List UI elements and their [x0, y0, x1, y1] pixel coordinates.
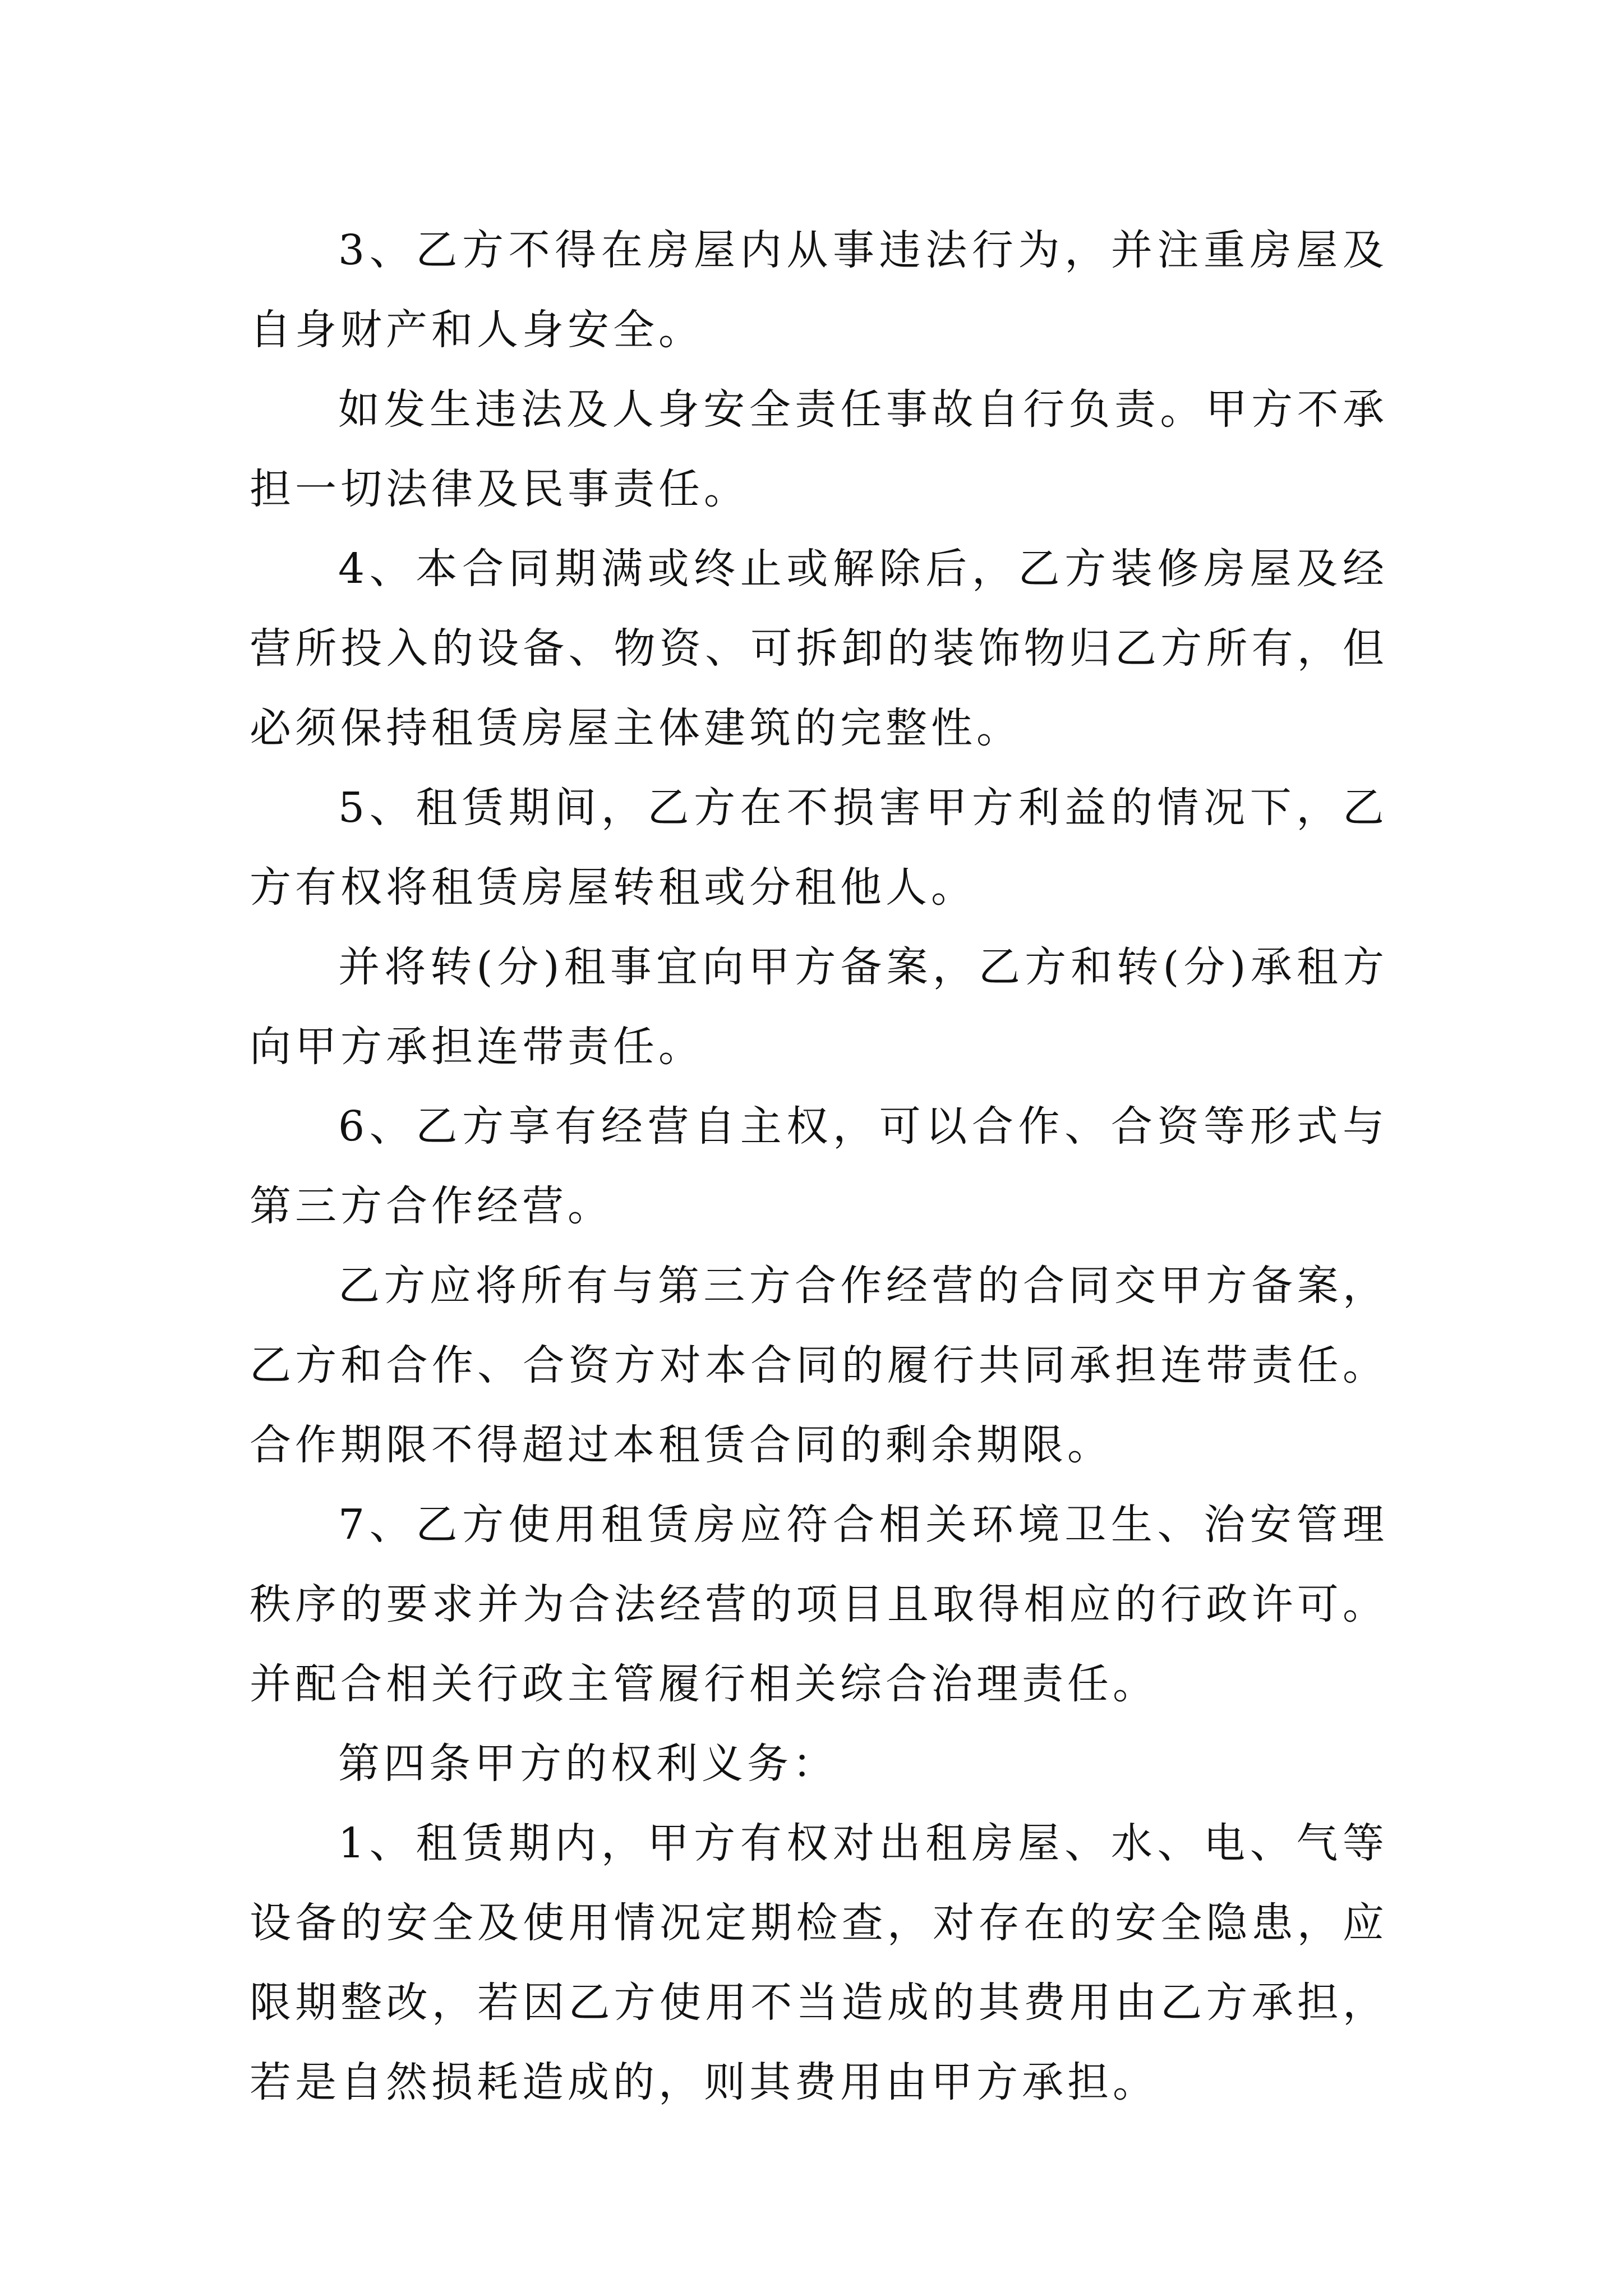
document-page — [250, 210, 1388, 2122]
paragraph: 乙方应将所有与第三方合作经营的合同交甲方备案，乙方和合作、合资方对本合同的履行共同承担连带责任。合作期限不得超过本租赁合同的剩余期限。 — [250, 1262, 1388, 1469]
paragraph: 如发生违法及人身安全责任事故自行负责。甲方不承担一切法律及民事责任。 — [250, 385, 1388, 513]
paragraph: 并将转(分)租事宜向甲方备案，乙方和转(分)承租方向甲方承担连带责任。 — [250, 943, 1388, 1071]
paragraph: 6、乙方享有经营自主权，可以合作、合资等形式与第三方合作经营。 — [250, 1102, 1388, 1230]
paragraph: 5、租赁期间，乙方在不损害甲方利益的情况下，乙方有权将租赁房屋转租或分租他人。 — [250, 784, 1388, 912]
section-heading: 第四条甲方的权利义务： — [338, 1740, 838, 1788]
paragraph: 4、本合同期满或终止或解除后，乙方装修房屋及经营所投入的设备、物资、可拆卸的装饰物归乙方所有，但必须保持租赁房屋主体建筑的完整性。 — [250, 545, 1388, 752]
paragraph: 7、乙方使用租赁房应符合相关环境卫生、治安管理秩序的要求并为合法经营的项目且取得相应的行政许可。并配合相关行政主管履行相关综合治理责任。 — [250, 1501, 1388, 1708]
paragraph: 3、乙方不得在房屋内从事违法行为，并注重房屋及自身财产和人身安全。 — [250, 226, 1388, 354]
paragraph: 1、租赁期内，甲方有权对出租房屋、水、电、气等设备的安全及使用情况定期检查，对存在的安全隐患，应限期整改，若因乙方使用不当造成的其费用由乙方承担，若是自然损耗造成的，则其费用由甲方承担。 — [250, 1819, 1388, 2106]
